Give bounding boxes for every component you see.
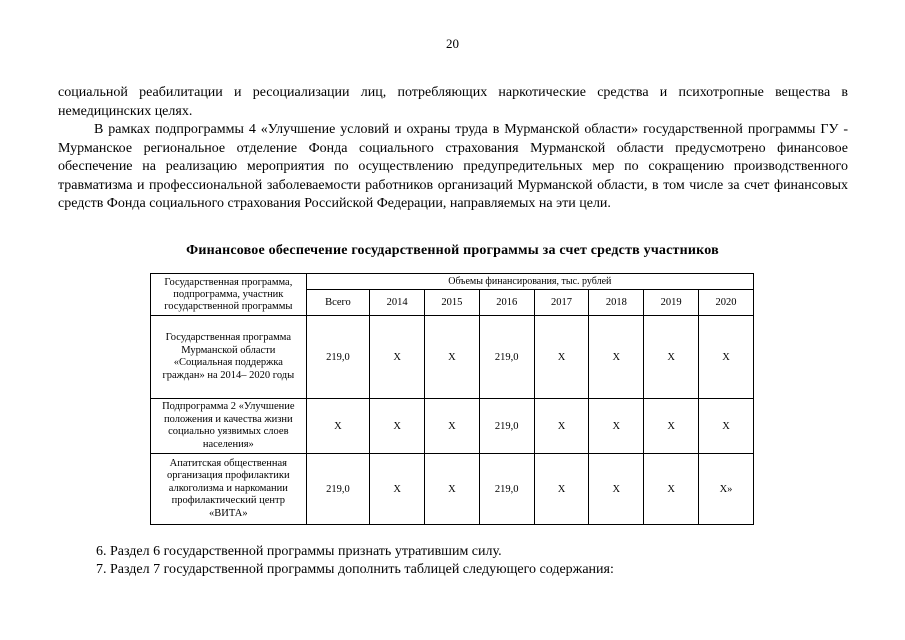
cell-value: 219,0 bbox=[479, 454, 534, 525]
cell-value: Х bbox=[589, 399, 644, 454]
cell-value: 219,0 bbox=[306, 454, 370, 525]
cell-value: Х bbox=[370, 399, 425, 454]
table-row bbox=[151, 316, 754, 399]
table-title: Финансовое обеспечение государственной программы за счет средств участников bbox=[186, 243, 719, 258]
header-financing-volumes: Объемы финансирования, тыс. рублей bbox=[306, 274, 753, 290]
header-year-2017: 2017 bbox=[534, 290, 589, 316]
page-number: 20 bbox=[446, 36, 459, 51]
header-year-2015: 2015 bbox=[425, 290, 480, 316]
cell-value: 219,0 bbox=[306, 316, 370, 399]
header-year-2020: 2020 bbox=[699, 290, 754, 316]
table-row bbox=[151, 399, 754, 454]
cell-value: Х bbox=[425, 316, 480, 399]
cell-value: Х bbox=[534, 316, 589, 399]
cell-value: Х bbox=[534, 399, 589, 454]
cell-value: Х bbox=[306, 399, 370, 454]
header-year-2016: 2016 bbox=[479, 290, 534, 316]
row-name: Подпрограмма 2 «Улучшение положения и качества жизни социально уязвимых слоев населения» bbox=[151, 399, 307, 454]
financing-table bbox=[150, 273, 754, 525]
table-row bbox=[151, 454, 754, 525]
cell-value: Х» bbox=[699, 454, 754, 525]
cell-value: Х bbox=[370, 316, 425, 399]
cell-value: Х bbox=[589, 316, 644, 399]
header-year-2019: 2019 bbox=[644, 290, 699, 316]
cell-value: Х bbox=[699, 399, 754, 454]
cell-value: 219,0 bbox=[479, 399, 534, 454]
paragraph-subprogram-4: В рамках подпрограммы 4 «Улучшение условий и охраны труда в Мурманской области» государственной программы ГУ - Мурманское региональное отделение Фонда социального страхования Мурманской области предусмотрено финансовое обеспечение на реализацию мероприятия по осуществлению предупредительных мер по сокращению производственного травматизма и профессиональной заболеваемости работников организаций Мурманской области, в том числе за счет финансовых средств Фонда социального страхования Российской Федерации, направляемых на эти цели. bbox=[58, 122, 848, 211]
row-name: Апатитская общественная организация профилактики алкоголизма и наркомании профилактический центр «ВИТА» bbox=[151, 454, 307, 525]
cell-value: Х bbox=[644, 316, 699, 399]
list-item-7: 7. Раздел 7 государственной программы дополнить таблицей следующего содержания: bbox=[96, 562, 614, 577]
header-year-2014: 2014 bbox=[370, 290, 425, 316]
cell-value: Х bbox=[370, 454, 425, 525]
cell-value: Х bbox=[425, 454, 480, 525]
cell-value: Х bbox=[425, 399, 480, 454]
cell-value: Х bbox=[644, 454, 699, 525]
header-total: Всего bbox=[306, 290, 370, 316]
list-item-6: 6. Раздел 6 государственной программы признать утратившим силу. bbox=[96, 544, 502, 559]
row-name: Государственная программа Мурманской области «Социальная поддержка граждан» на 2014– 2020 годы bbox=[151, 316, 307, 399]
header-program-name: Государственная программа, подпрограмма, участник государственной программы bbox=[151, 274, 307, 316]
cell-value: Х bbox=[644, 399, 699, 454]
cell-value: 219,0 bbox=[479, 316, 534, 399]
cell-value: Х bbox=[589, 454, 644, 525]
cell-value: Х bbox=[699, 316, 754, 399]
cell-value: Х bbox=[534, 454, 589, 525]
header-year-2018: 2018 bbox=[589, 290, 644, 316]
paragraph-continuation: социальной реабилитации и ресоциализации лиц, потребляющих наркотические средства и психотропные вещества в немедицинских целях. bbox=[58, 85, 848, 119]
